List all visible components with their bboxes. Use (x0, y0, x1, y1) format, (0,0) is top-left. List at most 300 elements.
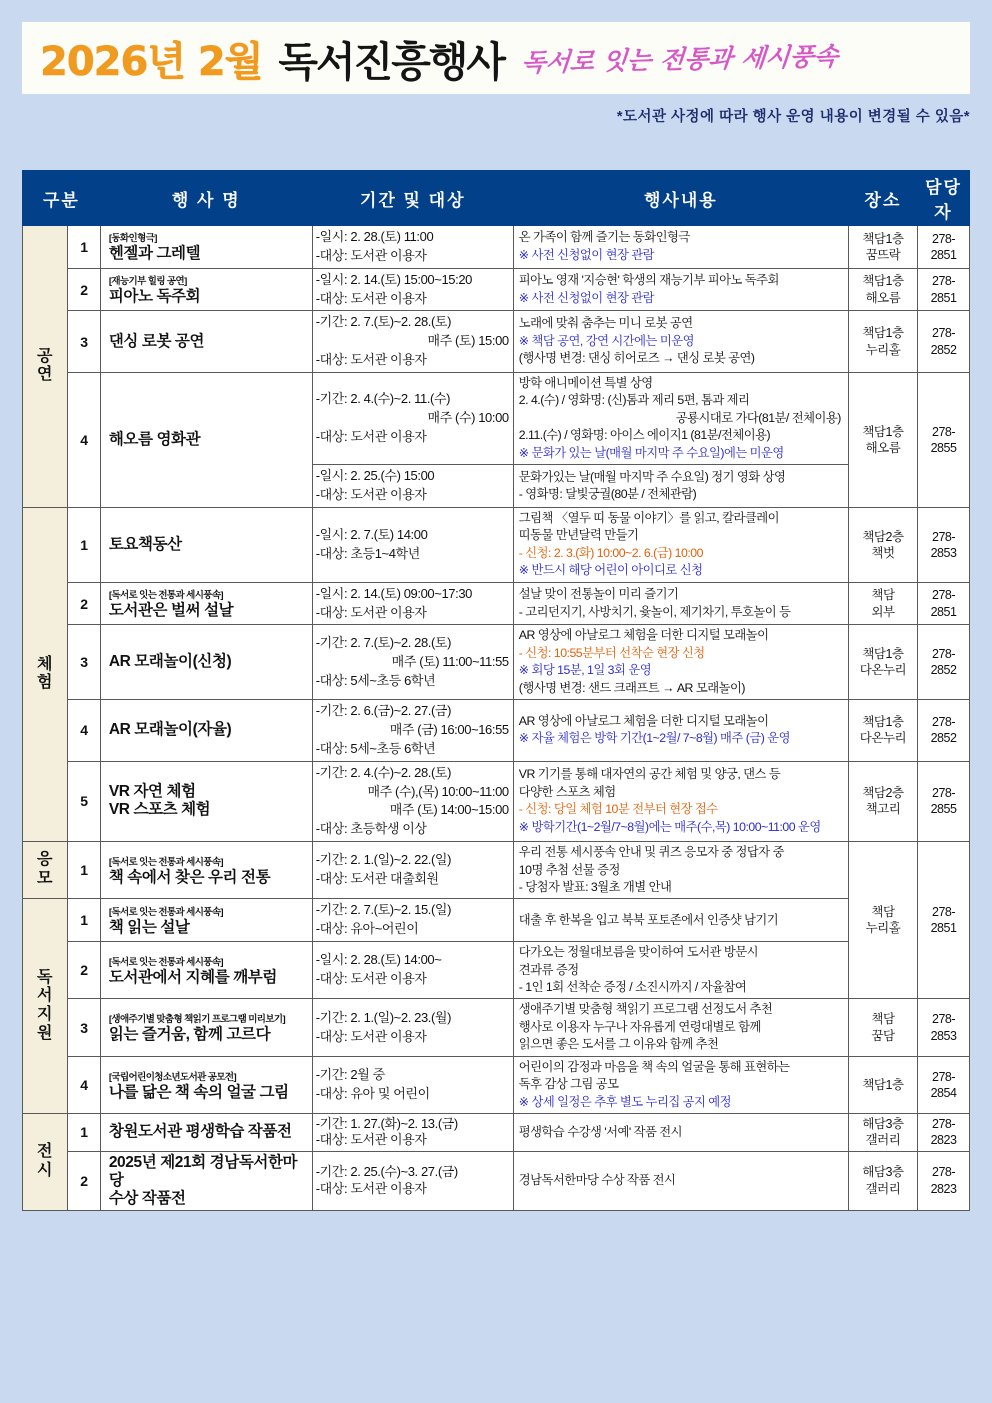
manager-tel-line: 2823 (930, 1181, 957, 1196)
detail-cell (513, 999, 848, 1056)
table-row (23, 842, 970, 899)
row-number: 3 (68, 999, 100, 1056)
place-cell (848, 507, 917, 582)
detail-line: 다가오는 정월대보름을 맞이하여 도서관 방문시 (518, 945, 759, 960)
row-number: 1 (68, 226, 100, 269)
place-cell (848, 761, 917, 841)
event-tag: [독서로 잇는 전통과 세시풍속] (108, 956, 223, 968)
manager-tel-line: 2853 (930, 545, 957, 560)
detail-line: 설날 맞이 전통놀이 미리 즐기기 (518, 587, 679, 602)
event-name-cell (100, 942, 312, 999)
row-number: 1 (68, 842, 100, 899)
manager-tel-line: 2823 (930, 1133, 957, 1148)
period-cell (312, 268, 513, 311)
manager-tel-line: 2852 (930, 663, 957, 678)
table-row (23, 268, 970, 311)
detail-line: 경남독서한마당 수상 작품 전시 (518, 1172, 676, 1187)
event-name-cell (100, 226, 312, 269)
row-number: 3 (68, 625, 100, 700)
event-name: 해오름 영화관 (108, 430, 201, 448)
period-cell (312, 507, 513, 582)
detail-line: 읽으면 좋은 도서를 그 이유와 함께 추천 (518, 1037, 719, 1052)
row-number: 2 (68, 1151, 100, 1210)
place-cell (848, 625, 917, 700)
period-line: 매주 (금) 16:00~16:55 (389, 722, 509, 738)
period-line: -일시: 2. 25.(수) 15:00 (315, 468, 435, 484)
event-tag: [생애주기별 맞춤형 책읽기 프로그램 미리보기] (108, 1014, 286, 1026)
period-line: 매주 (수),(목) 10:00~11:00 (367, 783, 509, 799)
period-cell (312, 1114, 513, 1152)
event-name-cell (100, 311, 312, 373)
detail-line: 띠동물 만년달력 만들기 (518, 528, 639, 543)
period-cell (312, 226, 513, 269)
header-name: 행 사 명 (100, 171, 312, 226)
period-line: -기간: 1. 27.(화)~2. 13.(금) (315, 1116, 458, 1132)
manager-tel-line: 2851 (930, 247, 957, 262)
place-cell (848, 268, 917, 311)
period-line: -대상: 도서관 이용자 (315, 604, 427, 620)
event-name-cell (100, 507, 312, 582)
period-cell (312, 311, 513, 373)
detail-line: (행사명 변경: 샌드 크래프트 → AR 모래놀이) (518, 680, 745, 695)
manager-tel-line: 278- (932, 786, 956, 801)
row-number: 4 (68, 700, 100, 762)
event-name-cell (100, 999, 312, 1056)
place-line: 책담1층 (862, 424, 904, 439)
detail-line: - 신청: 10:55분부터 선착순 현장 신청 (518, 645, 705, 660)
place-line: 책담1층 (862, 274, 904, 289)
period-line: -기간: 2. 7.(토)~2. 15.(일) (315, 902, 452, 918)
detail-line: 공룡시대로 가다(81분/ 전체이용) (675, 410, 841, 425)
period-line: -대상: 도서관 이용자 (315, 290, 427, 306)
period-cell (312, 899, 513, 942)
period-line: -대상: 도서관 이용자 (315, 247, 427, 263)
banner-sub-title: 독서로 잇는 전통과 세시풍속 (520, 41, 840, 78)
place-line: 책고리 (865, 802, 901, 817)
detail-line: - 당첨자 발표: 3월초 개별 안내 (518, 879, 672, 894)
table-row (23, 507, 970, 582)
table-row (23, 899, 970, 942)
event-tag: [재능기부 힐링 공연] (108, 276, 187, 288)
detail-line: ※ 문화가 있는 날(매월 마지막 주 수요일)에는 미운영 (518, 445, 784, 460)
table-row (23, 372, 970, 464)
place-line: 책담 (871, 905, 895, 920)
detail-line: ※ 방학기간(1~2월/7~8월)에는 매주(수,목) 10:00~11:00 운영 (518, 819, 821, 834)
period-line: -일시: 2. 28.(토) 14:00~ (315, 952, 442, 968)
period-line: -대상: 도서관 이용자 (315, 428, 427, 444)
manager-tel-cell (918, 700, 970, 762)
place-line: 꿈뜨락 (865, 247, 901, 262)
category-char: 체 (36, 655, 54, 673)
manager-tel-cell (918, 268, 970, 311)
period-cell (312, 999, 513, 1056)
place-line: 갤러리 (865, 1133, 901, 1148)
detail-cell (513, 1151, 848, 1210)
manager-tel-cell (918, 1056, 970, 1113)
row-number: 4 (68, 1056, 100, 1113)
detail-line: 대출 후 한복을 입고 북북 포토존에서 인증샷 남기기 (518, 912, 779, 927)
detail-line: ※ 책담 공연, 강연 시간에는 미운영 (518, 333, 694, 348)
detail-line: ※ 사전 신청없이 현장 관람 (518, 247, 655, 262)
period-line: -대상: 도서관 이용자 (315, 487, 427, 503)
category-char: 원 (36, 1025, 54, 1043)
period-line: -대상: 유아 및 어린이 (315, 1086, 430, 1102)
place-line: 책벗 (871, 545, 895, 560)
event-name: VR 자연 체험 (108, 783, 196, 801)
detail-line: 평생학습 수강생 '서예' 작품 전시 (518, 1124, 683, 1139)
banner-main-title: 독서진흥행사 (278, 37, 505, 86)
event-tag: [독서로 잇는 전통과 세시풍속] (108, 906, 223, 918)
category-cell (23, 507, 68, 841)
category-char: 공 (36, 347, 54, 365)
category-char: 연 (36, 366, 54, 384)
event-name-cell (100, 1151, 312, 1210)
manager-tel-line: 278- (932, 424, 956, 439)
event-name-cell (100, 1056, 312, 1113)
manager-tel-line: 2853 (930, 1028, 957, 1043)
header-row (23, 171, 970, 226)
period-line: -대상: 도서관 대출회원 (315, 871, 439, 887)
period-cell (312, 582, 513, 625)
event-name-cell (100, 625, 312, 700)
manager-tel-line: 278- (932, 529, 956, 544)
manager-tel-cell (918, 999, 970, 1056)
place-line: 책담1층 (862, 647, 904, 662)
period-line: -대상: 도서관 이용자 (315, 971, 427, 987)
period-line: -일시: 2. 28.(토) 11:00 (315, 229, 434, 244)
category-char: 험 (36, 674, 54, 692)
place-line: 책담1층 (862, 715, 904, 730)
event-name-cell (100, 842, 312, 899)
detail-line: 문화가있는 날(매월 마지막 주 수요일) 정기 영화 상영 (518, 469, 786, 484)
detail-line: ※ 상세 일정은 추후 별도 누리집 공지 예정 (518, 1094, 732, 1109)
category-char: 독 (36, 968, 54, 986)
event-name: 읽는 즐거움, 함께 고르다 (108, 1026, 271, 1044)
place-cell (848, 226, 917, 269)
event-name: 댄싱 로봇 공연 (108, 332, 205, 350)
period-cell (312, 761, 513, 841)
detail-line: - 고리던지기, 사방치기, 윷놀이, 제기차기, 투호놀이 등 (518, 604, 791, 619)
period-cell (312, 372, 513, 464)
detail-line: ※ 자율 체험은 방학 기간(1~2월/ 7~8월) 매주 (금) 운영 (518, 731, 790, 746)
manager-tel-cell (918, 582, 970, 625)
place-cell (848, 582, 917, 625)
place-line: 해담3층 (862, 1165, 904, 1180)
period-line: -대상: 5세~초등 6학년 (315, 740, 436, 756)
category-cell (23, 226, 68, 508)
manager-tel-cell (918, 761, 970, 841)
detail-cell (513, 899, 848, 942)
period-line: -대상: 유아~어린이 (315, 921, 419, 937)
event-name: 토요책동산 (108, 535, 182, 553)
table-row (23, 625, 970, 700)
detail-line: 우리 전통 세시풍속 안내 및 퀴즈 응모자 중 정답자 중 (518, 845, 784, 860)
manager-tel-cell (918, 226, 970, 269)
manager-tel-line: 278- (932, 588, 956, 603)
detail-cell (513, 311, 848, 373)
manager-tel-line: 2855 (930, 440, 957, 455)
event-name: 2025년 제21회 경남독서한마당 (108, 1153, 298, 1189)
detail-cell (513, 268, 848, 311)
detail-line: ※ 반드시 해당 어린이 아이디로 신청 (518, 563, 703, 578)
period-line: 매주 (토) 15:00 (427, 333, 509, 349)
period-line: -기간: 2. 4.(수)~2. 11.(수) (315, 391, 451, 407)
detail-line: 생애주기별 맞춤형 책읽기 프로그램 선정도서 추천 (518, 1002, 773, 1017)
place-cell (848, 372, 917, 507)
table-row (23, 999, 970, 1056)
header-detail: 행사내용 (513, 171, 848, 226)
manager-tel-line: 278- (932, 1117, 956, 1132)
place-line: 책담2층 (862, 786, 904, 801)
event-name: 책 속에서 찾은 우리 전통 (108, 868, 271, 886)
period-line: -대상: 초등학생 이상 (315, 821, 427, 837)
event-name: AR 모래놀이(신청) (108, 653, 232, 671)
detail-line: - 영화명: 달빛궁궐(80분 / 전체관람) (518, 487, 697, 502)
detail-cell (513, 842, 848, 899)
place-cell (848, 1114, 917, 1152)
place-line: 다온누리 (859, 663, 907, 678)
detail-cell (513, 507, 848, 582)
period-cell (312, 1151, 513, 1210)
period-line: 매주 (수) 10:00 (427, 410, 509, 426)
detail-line: 방학 애니메이션 특별 상영 (518, 375, 653, 390)
manager-tel-line: 2851 (930, 604, 957, 619)
header-category: 구분 (23, 171, 101, 226)
event-name: 도서관에서 지혜를 깨부럼 (108, 968, 277, 986)
detail-line: 독후 감상 그림 공모 (518, 1077, 619, 1092)
place-cell (848, 1056, 917, 1113)
row-number: 5 (68, 761, 100, 841)
event-name-cell (100, 899, 312, 942)
period-line: -일시: 2. 7.(토) 14:00 (315, 526, 428, 542)
period-cell (312, 465, 513, 508)
period-line: -대상: 도서관 이용자 (315, 352, 427, 368)
period-line: -대상: 5세~초등 6학년 (315, 672, 436, 688)
place-line: 책담 (871, 588, 895, 603)
period-line: -일시: 2. 14.(토) 09:00~17:30 (315, 585, 472, 601)
event-tag: [국립어린이청소년도서관 공모전] (108, 1071, 237, 1083)
manager-tel-cell (918, 1114, 970, 1152)
event-name: 창원도서관 평생학습 작품전 (108, 1123, 292, 1141)
detail-line: 어린이의 감정과 마음을 책 속의 얼굴을 통해 표현하는 (518, 1059, 790, 1074)
manager-tel-line: 278- (932, 231, 956, 246)
row-number: 1 (68, 507, 100, 582)
detail-line: 노래에 맞춰 춤추는 미니 로봇 공연 (518, 316, 693, 331)
category-char: 전 (36, 1143, 54, 1161)
table-row (23, 311, 970, 373)
detail-line: 행사로 이용자 누구나 자유롭게 연령대별로 함께 (518, 1019, 761, 1034)
period-line: -기간: 2. 6.(금)~2. 27.(금) (315, 703, 452, 719)
event-name: 나를 닮은 책 속의 얼굴 그림 (108, 1083, 289, 1101)
period-line: -기간: 2. 1.(일)~2. 22.(일) (315, 852, 452, 868)
detail-cell (513, 372, 848, 464)
banner-year-month: 2026년 2월 (40, 38, 263, 85)
place-line: 책담1층 (862, 231, 904, 246)
detail-line: (행사명 변경: 댄싱 히어로즈 → 댄싱 로봇 공연) (518, 351, 755, 366)
place-cell (848, 1151, 917, 1210)
detail-line: ※ 사전 신청없이 현장 관람 (518, 290, 655, 305)
row-number: 2 (68, 942, 100, 999)
manager-tel-line: 2851 (930, 921, 957, 936)
event-name: 헨젤과 그레텔 (108, 245, 201, 263)
period-line: -기간: 2. 1.(일)~2. 23.(월) (315, 1009, 452, 1025)
manager-tel-line: 278- (932, 326, 956, 341)
period-line: 매주 (토) 14:00~15:00 (389, 802, 509, 818)
table-row (23, 1151, 970, 1210)
period-cell (312, 700, 513, 762)
manager-tel-line: 2854 (930, 1086, 957, 1101)
row-number: 3 (68, 311, 100, 373)
detail-line: - 신청: 2. 3.(화) 10:00~2. 6.(금) 10:00 (518, 545, 703, 560)
table-row (23, 226, 970, 269)
category-char: 지 (36, 1006, 54, 1024)
table-row (23, 582, 970, 625)
detail-line: AR 영상에 아날로그 체험을 더한 디지털 모래놀이 (518, 713, 769, 728)
manager-tel-line: 278- (932, 715, 956, 730)
event-name: 수상 작품전 (108, 1189, 186, 1207)
row-number: 4 (68, 372, 100, 507)
category-char: 서 (36, 987, 54, 1005)
row-number: 1 (68, 1114, 100, 1152)
place-line: 누리홀 (865, 921, 901, 936)
place-line: 갤러리 (865, 1181, 901, 1196)
table-row (23, 942, 970, 999)
period-line: -대상: 도서관 이용자 (315, 1132, 427, 1148)
manager-tel-line: 278- (932, 1069, 956, 1084)
detail-cell (513, 1056, 848, 1113)
period-line: -기간: 2. 7.(토)~2. 28.(토) (315, 635, 452, 650)
row-number: 2 (68, 268, 100, 311)
detail-line: - 신청: 당일 체험 10분 전부터 현장 접수 (518, 802, 718, 817)
place-line: 다온누리 (859, 731, 907, 746)
table-body (23, 226, 970, 1211)
event-name-cell (100, 582, 312, 625)
period-line: -대상: 도서관 이용자 (315, 1028, 427, 1044)
header-manager: 담당자 (918, 171, 970, 226)
place-line: 해오름 (865, 290, 901, 305)
place-cell (848, 311, 917, 373)
event-tag: [독서로 잇는 전통과 세시풍속] (108, 856, 223, 868)
place-line: 외부 (871, 604, 895, 619)
period-cell (312, 842, 513, 899)
events-table-wrapper (22, 170, 970, 1211)
event-name-cell (100, 700, 312, 762)
detail-line: - 1인 1회 선착순 증정 / 소진시까지 / 자율참여 (518, 980, 747, 995)
detail-line: 피아노 영재 '지승현' 학생의 재능기부 피아노 독주회 (518, 273, 779, 288)
place-line: 책담1층 (862, 1077, 904, 1092)
table-row (23, 761, 970, 841)
detail-cell (513, 1114, 848, 1152)
category-char: 응 (36, 851, 54, 869)
manager-tel-line: 2852 (930, 731, 957, 746)
period-line: -기간: 2. 25.(수)~3. 27.(금) (315, 1164, 458, 1180)
period-line: -기간: 2월 중 (315, 1067, 385, 1083)
period-cell (312, 1056, 513, 1113)
manager-tel-line: 2852 (930, 342, 957, 357)
manager-tel-line: 2851 (930, 290, 957, 305)
manager-tel-cell (918, 372, 970, 507)
row-number: 1 (68, 899, 100, 942)
detail-cell (513, 942, 848, 999)
detail-cell (513, 761, 848, 841)
event-name: 도서관은 벌써 설날 (108, 602, 234, 620)
manager-tel-cell (918, 1151, 970, 1210)
period-cell (312, 942, 513, 999)
detail-cell (513, 582, 848, 625)
detail-line: ※ 회당 15분, 1일 3회 운영 (518, 663, 652, 678)
period-line: -대상: 도서관 이용자 (315, 1180, 427, 1196)
detail-line: 10명 추첨 선물 증정 (518, 862, 620, 877)
detail-line: AR 영상에 아날로그 체험을 더한 디지털 모래놀이 (518, 628, 769, 643)
place-line: 책담 (871, 1012, 895, 1027)
table-head (23, 171, 970, 226)
place-cell (848, 999, 917, 1056)
manager-tel-line: 2855 (930, 802, 957, 817)
place-cell (848, 700, 917, 762)
event-tag: [독서로 잇는 전통과 세시풍속] (108, 590, 223, 602)
place-line: 누리홀 (865, 342, 901, 357)
category-cell (23, 899, 68, 1114)
title-banner (22, 22, 970, 94)
place-line: 책담1층 (862, 326, 904, 341)
manager-tel-cell (918, 507, 970, 582)
period-line: -기간: 2. 7.(토)~2. 28.(토) (315, 314, 452, 330)
event-name-cell (100, 1114, 312, 1152)
event-name-cell (100, 761, 312, 841)
detail-line: 2. 4.(수) / 영화명: (신)톰과 제리 5편, 톰과 제리 (518, 393, 750, 408)
period-cell (312, 625, 513, 700)
detail-cell (513, 625, 848, 700)
manager-tel-line: 278- (932, 274, 956, 289)
event-name: AR 모래놀이(자율) (108, 721, 232, 739)
category-char: 모 (36, 870, 54, 888)
event-name: 피아노 독주회 (108, 288, 201, 306)
detail-line: VR 기기를 통해 대자연의 공간 체험 및 양궁, 댄스 등 (518, 767, 781, 782)
category-cell (23, 842, 68, 899)
event-name-cell (100, 372, 312, 507)
detail-line: 견과류 증정 (518, 962, 579, 977)
detail-line: 2.11.(수) / 영화명: 아이스 에이지1 (81분/전체이용) (518, 428, 771, 443)
place-cell (848, 842, 917, 999)
period-line: -대상: 초등1~4학년 (315, 545, 420, 561)
table-row (23, 1056, 970, 1113)
place-line: 꿈담 (871, 1028, 895, 1043)
table-row (23, 1114, 970, 1152)
row-number: 2 (68, 582, 100, 625)
detail-line: 온 가족이 함께 즐기는 동화인형극 (518, 230, 690, 245)
event-name: VR 스포츠 체험 (108, 801, 211, 819)
period-line: -기간: 2. 4.(수)~2. 28.(토) (315, 764, 452, 780)
header-period: 기간 및 대상 (312, 171, 513, 226)
event-name-cell (100, 268, 312, 311)
header-place: 장소 (848, 171, 917, 226)
table-row (23, 700, 970, 762)
period-line: 매주 (토) 11:00~11:55 (391, 653, 509, 669)
event-name: 책 읽는 설날 (108, 918, 190, 936)
detail-cell (513, 700, 848, 762)
detail-line: 그림책 〈열두 띠 동물 이야기〉를 읽고, 칼라클레이 (518, 510, 779, 525)
event-tag: [동화인형극] (108, 233, 157, 245)
place-line: 책담2층 (862, 529, 904, 544)
manager-tel-cell (918, 311, 970, 373)
detail-line: 다양한 스포츠 체험 (518, 784, 616, 799)
manager-tel-cell (918, 842, 970, 999)
detail-cell (513, 465, 848, 508)
period-line: -일시: 2. 14.(토) 15:00~15:20 (315, 271, 472, 287)
change-notice: *도서관 사정에 따라 행사 운영 내용이 변경될 수 있음* (616, 109, 970, 125)
place-line: 해오름 (865, 440, 901, 455)
manager-tel-cell (918, 625, 970, 700)
